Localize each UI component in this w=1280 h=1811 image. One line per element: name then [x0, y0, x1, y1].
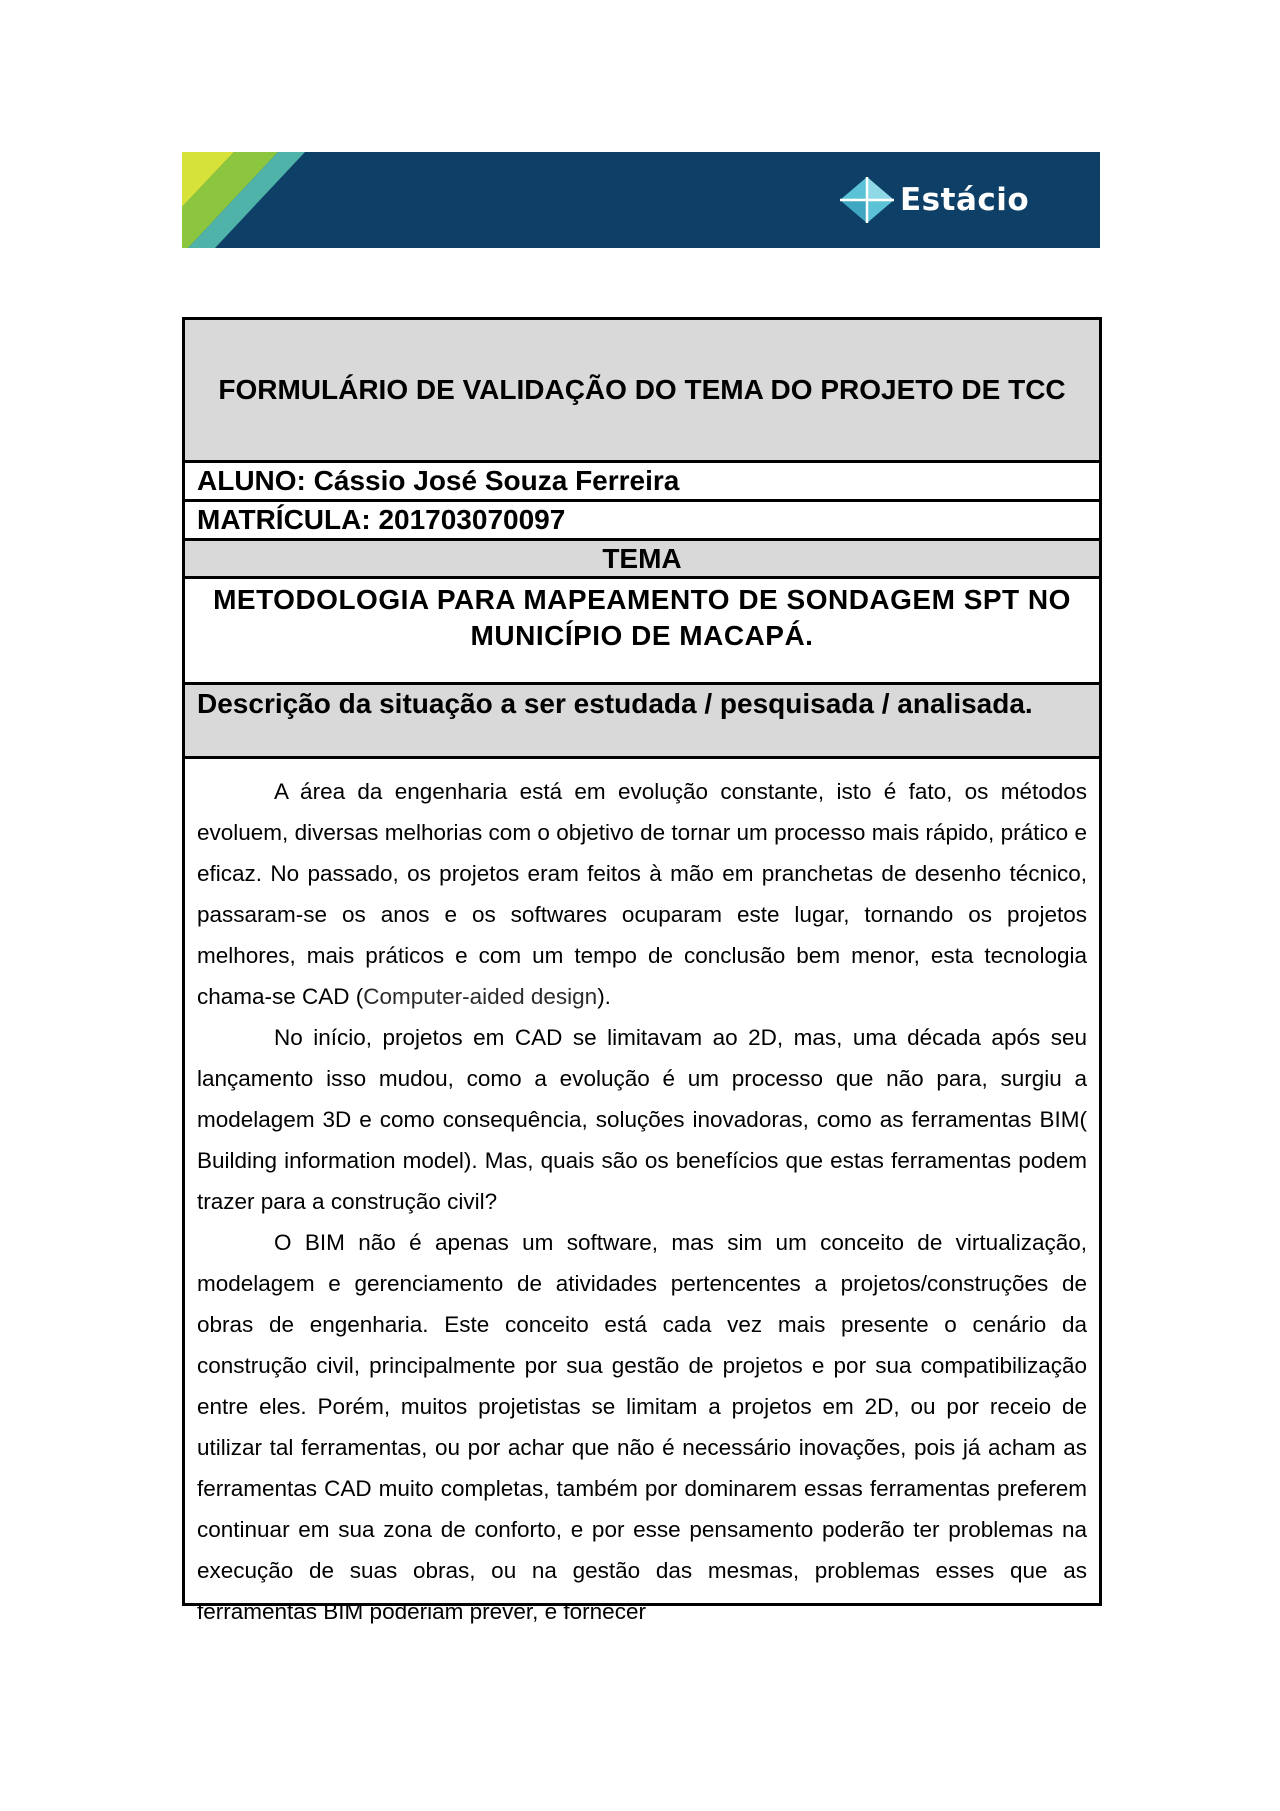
- matricula-field: MATRÍCULA: 201703070097: [197, 504, 566, 535]
- aluno-row: [185, 463, 1099, 502]
- paragraph-3: O BIM não é apenas um software, mas sim um conceito de virtualização, modelagem e gerenciamento de atividades pertencentes a projetos/construções de obras de engenharia. Este conceito está cada vez mais presente o cenário da construção civil, principalmente por sua gestão de projetos e por sua compatibilização entre eles. Porém, muitos projetistas se limitam a projetos em 2D, ou por receio de utilizar tal ferramentas, ou por achar que não é necessário inovações, pois já acham as ferramentas CAD muito completas, também por dominarem essas ferramentas preferem continuar em sua zona de conforto, e por esse pensamento poderão ter problemas na execução de suas obras, ou na gestão das mesmas, problemas esses que as ferramentas BIM poderiam prever, e fornecer: [197, 1230, 1087, 1624]
- paragraph-1-end: ).: [597, 984, 611, 1009]
- paragraph-1-text: A área da engenharia está em evolução constante, isto é fato, os métodos evoluem, diversas melhorias com o objetivo de tornar um processo mais rápido, prático e eficaz. No passado, os projetos eram feitos à mão em pranchetas de desenho técnico, passaram-se os anos e os softwares ocuparam este lugar, tornando os projetos melhores, mais práticos e com um tempo de conclusão bem menor, esta tecnologia chama-se CAD (: [197, 779, 1087, 1009]
- paragraph-1: [197, 771, 1087, 1017]
- decorative-stripes: [182, 152, 322, 248]
- matricula-row: [185, 502, 1099, 541]
- descricao-label: Descrição da situação a ser estudada / pesquisada / analisada.: [197, 688, 1033, 719]
- tema-label: TEMA: [602, 543, 682, 574]
- descricao-label-row: [185, 685, 1099, 759]
- estacio-logo: [838, 172, 1029, 228]
- tema-text-row: [185, 579, 1099, 685]
- paragraph-2: No início, projetos em CAD se limitavam ao 2D, mas, uma década após seu lançamento isso mudou, como a evolução é um processo que não para, surgiu a modelagem 3D e como consequência, soluções inovadoras, como as ferramentas BIM( Building information model). Mas, quais são os benefícios que estas ferramentas podem trazer para a construção civil?: [197, 1025, 1087, 1214]
- form-title-cell: [185, 320, 1099, 463]
- header-banner: [182, 152, 1100, 248]
- form-title: FORMULÁRIO DE VALIDAÇÃO DO TEMA DO PROJETO DE TCC: [218, 374, 1066, 405]
- paragraph-1-reference: Computer-aided design: [363, 984, 598, 1009]
- estacio-logo-icon: [838, 175, 896, 225]
- logo-text: Estácio: [900, 182, 1030, 218]
- aluno-field: ALUNO: Cássio José Souza Ferreira: [197, 465, 680, 496]
- descricao-body: [185, 759, 1099, 1624]
- validation-form: [182, 317, 1102, 1624]
- tema-text: METODOLOGIA PARA MAPEAMENTO DE SONDAGEM SPT NO MUNICÍPIO DE MACAPÁ.: [213, 584, 1071, 651]
- tema-label-row: [185, 541, 1099, 579]
